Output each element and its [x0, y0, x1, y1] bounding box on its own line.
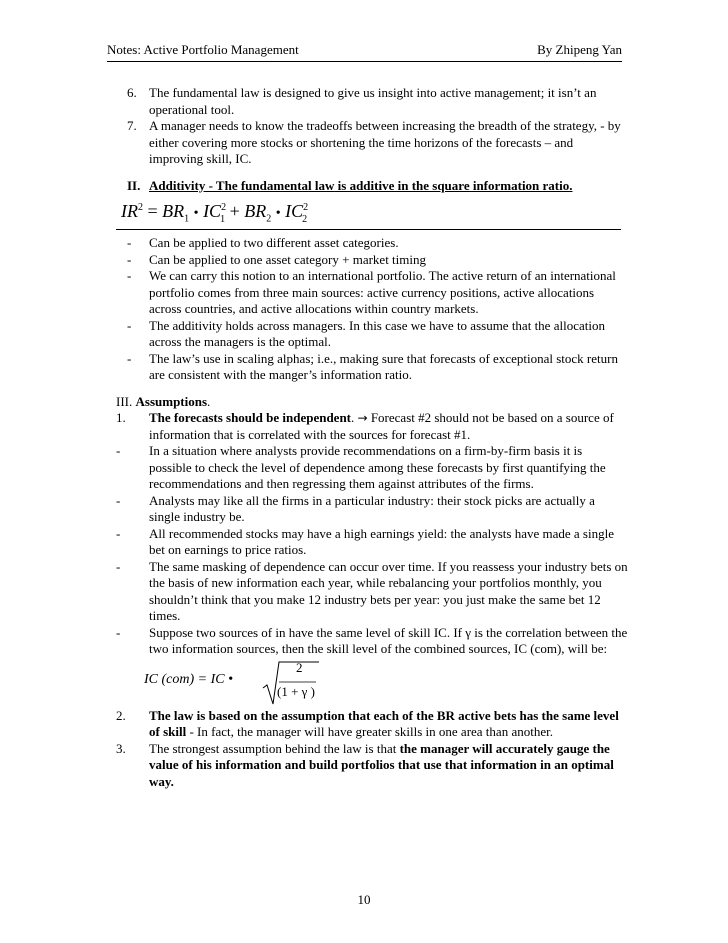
list-text: Can be applied to one asset category + market timing: [149, 251, 426, 267]
list-text: Can be applied to two different asset categories.: [149, 235, 399, 250]
list-text: In a situation where analysts provide recommendations on a firm-by-firm basis it is possible to check the level of dependence among these forecasts by first quantifying the recommendations and then regressing them against attributes of the firms.: [149, 443, 606, 491]
section-marker: III.: [116, 393, 133, 409]
list-item: 1. The forecasts should be independent. → Forecast #2 should not be based on a source of information that is correlated with the sources for forecast #1.: [116, 410, 614, 442]
page-number: 10: [357, 892, 371, 907]
list-item: [116, 118, 628, 168]
arrow-icon: →: [357, 411, 368, 425]
list-item: - Can be applied to one asset category + market timing: [127, 251, 426, 267]
section-title: Assumptions: [135, 393, 208, 409]
list-item: 3. The strongest assumption behind the law is that the manager will accurately gauge the value of his information and build portfolios that use that information in an optimal way.: [116, 740, 614, 789]
list-item: - The law’s use in scaling alphas; i.e., making sure that forecasts of exceptional stock return are consistent with the manger’s information ratio.: [127, 350, 618, 382]
section-heading-additivity: [116, 178, 628, 195]
page-body: [116, 85, 628, 790]
combined-ic-formula: IC (com) = IC • 2 (1 + γ ): [144, 658, 628, 708]
list-item: - The same masking of dependence can occur over time. If you reassess your industry bets on the basis of new information each year, while rebalancing your portfolios monthly, you shouldn’t think that you make 12 industry bets per year: you just make the same bet 12 times.: [116, 558, 628, 623]
list-text: - In fact, the manager will have greater skills in one area than another.: [186, 724, 553, 739]
list-item: - All recommended stocks may have a high earnings yield: the analysts have made a single bet on earnings to price ratios.: [116, 525, 614, 557]
list-item: - The additivity holds across managers. In this case we have to assume that the allocation across the managers is the optimal.: [127, 317, 605, 349]
header-author: By Zhipeng Yan: [537, 42, 622, 57]
additivity-formula: $IR^2 = BR_1$ • $IC^2_1 + BR_2$ • $IC^2_2$: [116, 197, 621, 230]
list-marker: 3.: [116, 740, 126, 756]
list-text: The same masking of dependence can occur over time. If you reassess your industry bets on the basis of new information each year, while rebalancing your portfolios monthly, you shouldn’t think that you make 12 industry bets per year: you just make the same bet 12 times.: [149, 558, 628, 623]
list-text: We can carry this notion to an international portfolio. The active return of an international portfolio comes from three main sources: active currency positions, active allocations across countries, and active allocations within country markets.: [149, 268, 616, 316]
section-title: Additivity - The fundamental law is additive in the square information ratio.: [149, 177, 573, 193]
list-text: The fundamental law is designed to give us insight into active management; it isn’t an operational tool.: [149, 85, 597, 117]
list-marker: 2.: [116, 707, 126, 723]
list-item: - In a situation where analysts provide recommendations on a firm-by-firm basis it is possible to check the level of dependence among these forecasts by first quantifying the recommendations and then regressing them against attributes of the firms.: [116, 443, 606, 491]
list-item: - We can carry this notion to an international portfolio. The active return of an international portfolio comes from three main sources: active currency positions, active allocations across countries, and active allocations within country markets.: [127, 268, 616, 316]
list-marker: 7.: [127, 118, 137, 133]
list-item: - Can be applied to two different asset categories.: [127, 235, 399, 250]
list-marker: 1.: [116, 410, 126, 425]
section-heading-assumptions: III. Assumptions.: [116, 393, 211, 409]
list-text: Suppose two sources of in have the same level of skill IC. If γ is the correlation between the two information sources, then the skill level of the combined sources, IC (com), will be:: [149, 624, 628, 656]
square-root-icon: [261, 658, 321, 708]
list-text: The strongest assumption behind the law is that: [149, 740, 400, 756]
page-header: [107, 41, 622, 62]
list-text: The law’s use in scaling alphas; i.e., making sure that forecasts of exceptional stock return are consistent with the manger’s information ratio.: [149, 350, 618, 382]
list-marker: 6.: [127, 85, 137, 100]
list-item: 2. The law is based on the assumption that each of the BR active bets has the same level of skill - In fact, the manager will have greater skills in one area than another.: [116, 707, 619, 739]
list-item: [116, 85, 628, 118]
list-text: Analysts may like all the firms in a particular industry: their stock picks are actually a single industry be.: [149, 492, 595, 524]
list-item: - Analysts may like all the firms in a particular industry: their stock picks are actually a single industry be.: [116, 492, 595, 524]
header-title: Notes: Active Portfolio Management: [107, 42, 299, 57]
section-marker: II.: [127, 177, 141, 193]
list-text: A manager needs to know the tradeoffs between increasing the breadth of the strategy, - by either covering more stocks or shortening the time horizons of the forecasts – and improving skill, IC.: [149, 118, 621, 166]
list-text: Forecast #2 should not be based on a source of information that is correlated with the sources for forecast #1.: [149, 410, 614, 442]
list-text: All recommended stocks may have a high earnings yield: the analysts have made a single bet on earnings to price ratios.: [149, 525, 614, 557]
list-item: - Suppose two sources of in have the same level of skill IC. If γ is the correlation between the two information sources, then the skill level of the combined sources, IC (com), will be:: [116, 624, 628, 656]
list-text: The additivity holds across managers. In this case we have to assume that the allocation across the managers is the optimal.: [149, 317, 605, 349]
